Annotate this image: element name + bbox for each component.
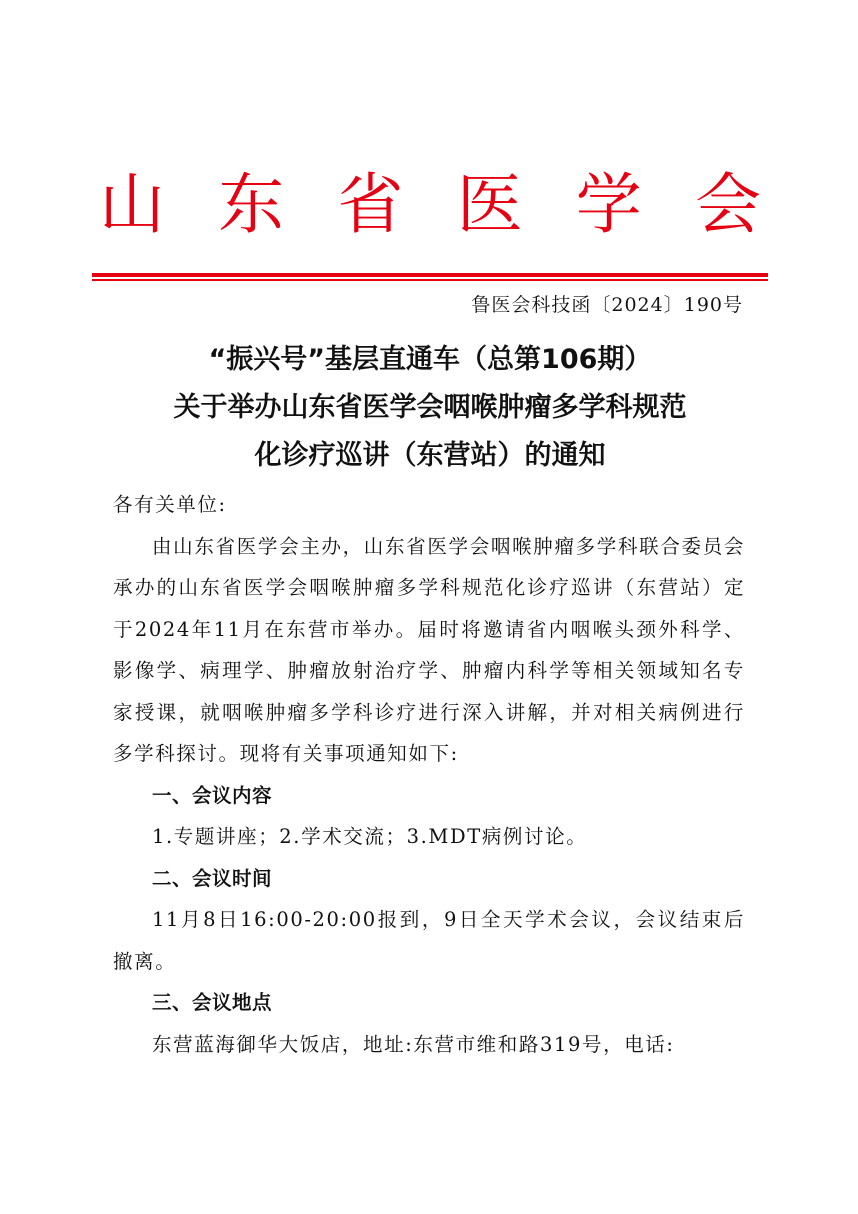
- section-heading-content: 一、会议内容: [152, 783, 273, 807]
- masthead-char: 东: [218, 166, 285, 243]
- title-line-3: 化诊疗巡讲（东营站）的通知: [254, 440, 606, 471]
- masthead-char: 山: [99, 166, 165, 243]
- masthead-org-name: [92, 165, 768, 245]
- section-content-location: 东营蓝海御华大饭店，地址:东营市维和路319号，电话:: [152, 1032, 675, 1056]
- red-divider-thin: [92, 279, 768, 281]
- document-title: [100, 336, 760, 480]
- masthead-char: 学: [575, 166, 642, 243]
- masthead-char: 会: [694, 166, 761, 243]
- document-number: 鲁医会科技函〔2024〕190号: [471, 294, 743, 316]
- red-divider-thick: [92, 273, 768, 277]
- section-content-time: 11月8日16:00-20:00报到，9日全天学术会议，会议结束后撤离。: [113, 908, 745, 973]
- document-body: [113, 484, 745, 1065]
- masthead-char: 省: [337, 166, 404, 243]
- section-heading-location: 三、会议地点: [152, 991, 273, 1014]
- intro-paragraph: 由山东省医学会主办，山东省医学会咽喉肿瘤多学科联合委员会承办的山东省医学会咽喉肿瘤多学科规范化诊疗巡讲（东营站）定于2024年11月在东营市举办。届时将邀请省内咽喉头颈外科学、影像学、病理学、肿瘤放射治疗学、肿瘤内科学等相关领域知名专家授课，就咽喉肿瘤多学科诊疗进行深入讲解，并对相关病例进行多学科探讨。现将有关事项通知如下:: [113, 534, 745, 765]
- title-line-2: 关于举办山东省医学会咽喉肿瘤多学科规范: [173, 392, 687, 423]
- masthead-char: 医: [456, 166, 523, 243]
- salutation: 各有关单位:: [113, 493, 227, 516]
- section-content-agenda: 1.专题讲座；2.学术交流；3.MDT病例讨论。: [152, 825, 588, 848]
- section-heading-time: 二、会议时间: [152, 866, 273, 890]
- title-line-1: “振兴号”基层直通车（总第106期）: [208, 344, 652, 375]
